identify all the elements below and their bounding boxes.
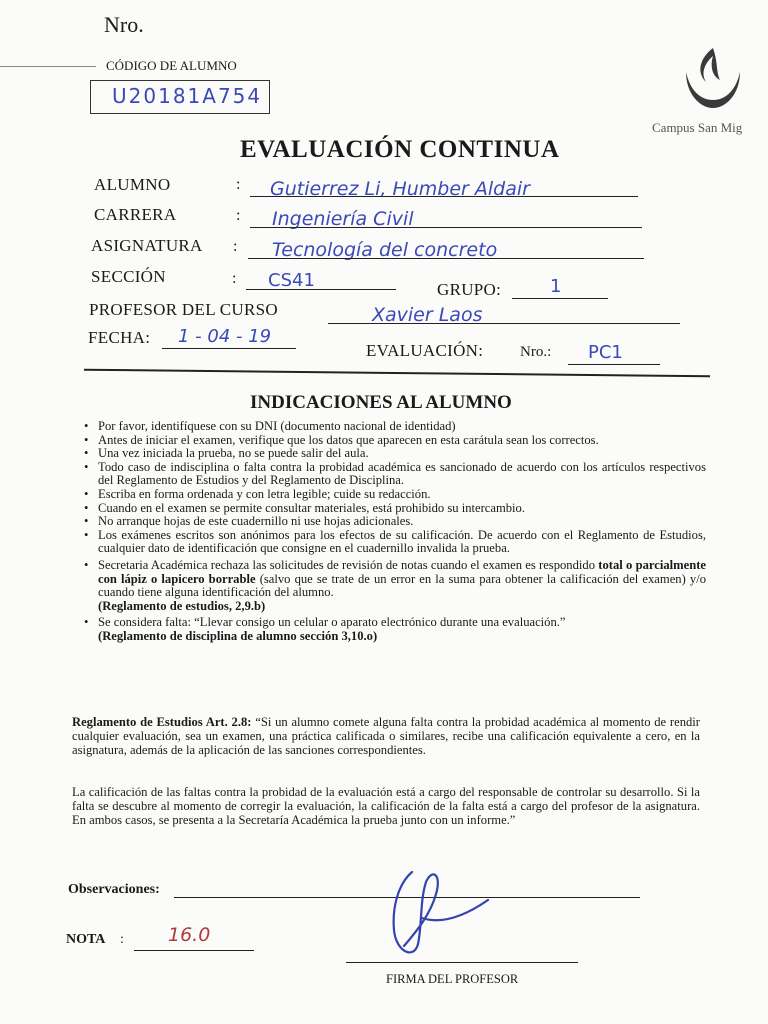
nota-label: NOTA	[66, 932, 106, 947]
colon: :	[232, 270, 237, 287]
grupo-label: GRUPO:	[437, 280, 502, 299]
nota-colon: :	[120, 932, 124, 947]
seccion-label: SECCIÓN	[91, 267, 166, 286]
asignatura-label: ASIGNATURA	[91, 236, 203, 255]
colon: :	[236, 207, 241, 224]
item10-ref: (Reglamento de disciplina de alumno sección 3,10.o)	[98, 628, 378, 643]
section-divider	[84, 369, 710, 378]
grupo-value: 1	[550, 276, 562, 297]
firma-label: FIRMA DEL PROFESOR	[386, 972, 519, 986]
item9-ref: (Reglamento de estudios, 2,9.b)	[98, 598, 266, 613]
list-item: • Los exámenes escritos son anónimos para los efectos de su calificación. De acuerdo con el Reglamento de Estudios, cualquier dato de identificación que consigne en el cuadernillo invalida la prueba.	[84, 529, 706, 556]
list-item: • Antes de iniciar el examen, verifique que los datos que aparecen en esta carátula sean los correctos.	[84, 434, 706, 448]
alumno-label: ALUMNO	[94, 175, 171, 194]
asignatura-line	[248, 258, 644, 259]
item9-text-c: (salvo que se trate de un error en la suma para obtener la calificación del examen) y/o cuando tiene alguna identificación del alumno.	[98, 571, 706, 600]
carrera-value: Ingeniería Civil	[272, 208, 414, 230]
profesor-line	[328, 323, 680, 324]
carrera-line	[250, 227, 642, 228]
page-title: EVALUACIÓN CONTINUA	[240, 136, 560, 163]
list-item: • No arranque hojas de este cuadernillo ni use hojas adicionales.	[84, 515, 706, 529]
list-item: • Por favor, identifíquese con su DNI (documento nacional de identidad)	[84, 420, 706, 434]
observaciones-label: Observaciones:	[68, 882, 160, 897]
indicaciones-list	[84, 420, 706, 644]
reglamento-p1	[72, 716, 700, 757]
profesor-value: Xavier Laos	[372, 304, 483, 326]
seccion-value: CS41	[268, 270, 315, 291]
colon: :	[233, 238, 238, 255]
fecha-line	[162, 348, 296, 349]
codigo-value: U20181A754	[112, 84, 263, 108]
profesor-label: PROFESOR DEL CURSO	[89, 300, 278, 319]
list-item	[84, 616, 706, 643]
carrera-label: CARRERA	[94, 205, 177, 224]
reglamento-head: Reglamento de Estudios Art. 2.8:	[72, 715, 252, 729]
alumno-line	[250, 196, 638, 197]
item9-text-a: Secretaria Académica rechaza las solicitudes de revisión de notas cuando el examen es respondido	[98, 557, 595, 572]
asignatura-value: Tecnología del concreto	[272, 239, 498, 261]
eval-nro-line	[568, 364, 660, 365]
list-item: • Una vez iniciada la prueba, no se puede salir del aula.	[84, 447, 706, 461]
firma-line	[346, 962, 578, 963]
codigo-label: CÓDIGO DE ALUMNO	[106, 58, 237, 73]
nota-value: 16.0	[168, 924, 211, 946]
grupo-line	[512, 298, 608, 299]
fecha-label: FECHA:	[88, 328, 151, 347]
upc-logo-icon	[676, 42, 750, 116]
top-rule	[0, 66, 96, 67]
item10-text: Se considera falta: “Llevar consigo un celular o aparato electrónico durante una evaluación.”	[98, 615, 566, 630]
item9-bold: total o parcialmente con lápiz o lapicero borrable	[98, 557, 706, 586]
colon: :	[236, 176, 241, 193]
fecha-value: 1 - 04 - 19	[178, 326, 272, 347]
list-item: • Cuando en el examen se permite consultar materiales, está prohibido su intercambio.	[84, 502, 706, 516]
reglamento-p2: La calificación de las faltas contra la probidad de la evaluación está a cargo del responsable de controlar su desarrollo. Si la falta se descubre al momento de corregir la evaluación, la calificación de la falta está a cargo del profesor de la asignatura. En ambos casos, se presenta a la Secretaría Académica la prueba junto con un informe.”	[72, 785, 700, 827]
reglamento-text-1: “Si un alumno comete alguna falta contra la probidad académica al momento de rendir cualquier evaluación, sea un examen, una práctica calificada o similares, recibe una calificación equivalente a cero, en la asignatura, además de la aplicación de las sanciones correspondientes.	[72, 715, 700, 757]
nro-label: Nro.	[104, 12, 144, 37]
list-item	[84, 559, 706, 613]
list-item: • Todo caso de indisciplina o falta contra la probidad académica es sancionado de acuerdo con los artículos respectivos del Reglamento de Estudios y del Reglamento de Disciplina.	[84, 461, 706, 488]
nota-line	[134, 950, 254, 951]
indicaciones-title: INDICACIONES AL ALUMNO	[250, 392, 512, 413]
eval-nro-value: PC1	[588, 342, 623, 363]
professor-signature	[370, 860, 510, 970]
seccion-line	[246, 289, 396, 290]
list-item: • Escriba en forma ordenada y con letra legible; cuide su redacción.	[84, 488, 706, 502]
evaluacion-label: EVALUACIÓN:	[366, 341, 484, 360]
eval-nro-label: Nro.:	[520, 344, 552, 360]
alumno-value: Gutierrez Li, Humber Aldair	[270, 178, 530, 200]
campus-label: Campus San Mig	[652, 120, 743, 135]
